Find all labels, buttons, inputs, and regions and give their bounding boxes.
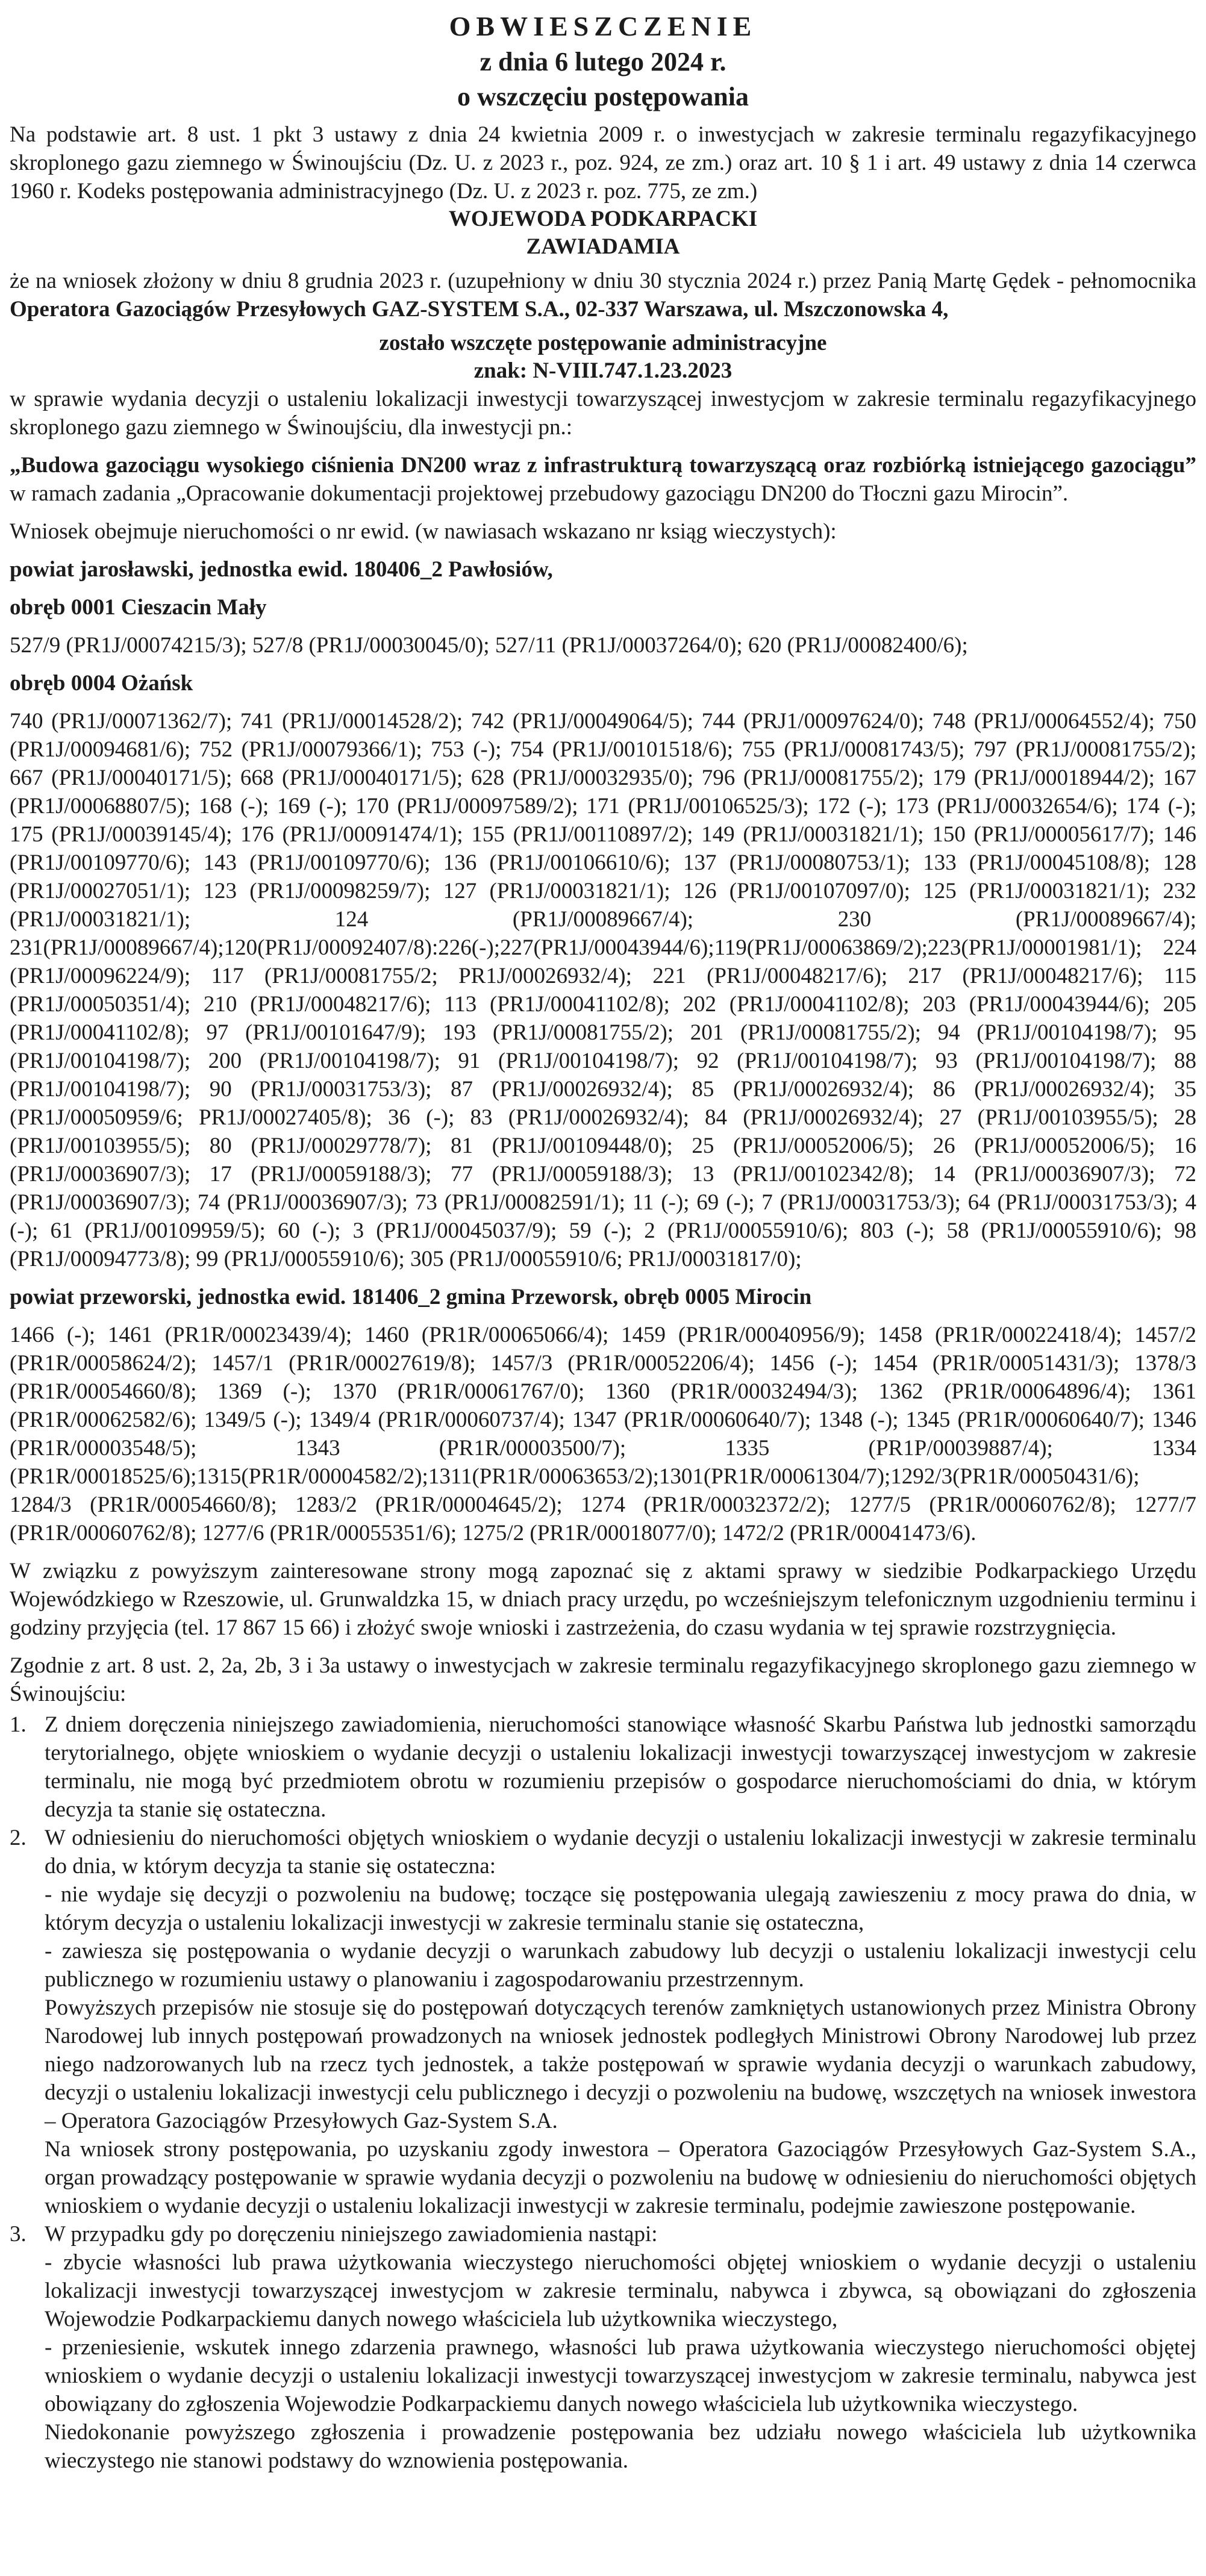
- provision-item: [10, 1711, 1196, 1824]
- announcement-verb: ZAWIADAMIA: [526, 234, 680, 259]
- provision-number: 2.: [10, 1826, 27, 1850]
- investment-paragraph: [10, 451, 1196, 508]
- case-subject-paragraph: w sprawie wydania decyzji o ustaleniu lokalizacji inwestycji towarzyszącej inwestycjom w zakresie terminalu regazyfikacyjnego skroplonego gazu ziemnego w Świnoujściu, dla inwestycji pn.:: [10, 387, 1196, 440]
- precinct2-heading: obręb 0004 Ożańsk: [10, 671, 193, 696]
- provision-line: Niedokonanie powyższego zgłoszenia i prowadzenie postępowania bez udziału nowego właściciela lub użytkownika wieczystego nie stanowi podstawy do wznowienia postępowania.: [45, 2420, 1196, 2473]
- document-title: OBWIESZCZENIE: [449, 11, 757, 42]
- provision-line: - nie wydaje się decyzji o pozwoleniu na budowę; toczące się postępowania ulegają zawieszeniu z mocy prawa do dnia, w którym decyzja o ustaleniu lokalizacji inwestycji w zakresie terminalu stanie się ostateczna,: [45, 1882, 1196, 1935]
- provision-line: - zbycie własności lub prawa użytkowania wieczystego nieruchomości objętej wnioskiem o wydanie decyzji o ustaleniu lokalizacji inwestycji towarzyszącej inwestycjom w zakresie terminalu, nabywca i zbywca, są obowiązani do zgłoszenia Wojewodzie Podkarpackiemu danych nowego właściciela lub użytkownika wieczystego,: [45, 2250, 1196, 2331]
- document-date: z dnia 6 lutego 2024 r.: [480, 47, 726, 76]
- case-reference: znak: N-VIII.747.1.23.2023: [473, 358, 733, 383]
- precinct1-parcels: 527/9 (PR1J/00074215/3); 527/8 (PR1J/00030045/0); 527/11 (PR1J/00037264/0); 620 (PR1J/00082400/6);: [10, 633, 968, 658]
- provision-item: [10, 1824, 1196, 2220]
- county2-parcels: 1466 (-); 1461 (PR1R/00023439/4); 1460 (PR1R/00065066/4); 1459 (PR1R/00040956/9); 1458 (PR1R/00022418/4); 1457/2 (PR1R/00058624/2); 1457/1 (PR1R/00027619/8); 1457/3 (PR1R/00052206/4); 1456 (-); 1454 (PR1R/00051431/3); 1378/3 (PR1R/00054660/8); 1369 (-); 1370 (PR1R/00061767/0); 1360 (PR1R/00032494/3); 1362 (PR1R/00064896/4); 1361 (PR1R/00062582/6); 1349/5 (-); 1349/4 (PR1R/00060737/4); 1347 (PR1R/00060640/7); 1348 (-); 1345 (PR1R/00060640/7); 1346 (PR1R/00003548/5); 1343 (PR1R/00003500/7); 1335 (PR1P/00039887/4); 1334 (PR1R/00018525/6);1315(PR1R/00004582/2);1311(PR1R/00063653/2);1301(PR1R/00061304/7);1292/3(PR1R/00050431/6); 1284/3 (PR1R/00054660/8); 1283/2 (PR1R/00004645/2); 1274 (PR1R/00032372/2); 1277/5 (PR1R/00060762/8); 1277/7 (PR1R/00060762/8); 1277/6 (PR1R/00055351/6); 1275/2 (PR1R/00018077/0); 1472/2 (PR1R/00041473/6).: [10, 1323, 1196, 1545]
- investment-task: w ramach zadania „Opracowanie dokumentacji projektowej przebudowy gazociągu DN200 do Tłoczni gazu Mirocin”.: [10, 481, 1069, 506]
- investment-name: „Budowa gazociągu wysokiego ciśnienia DN200 wraz z infrastrukturą towarzyszącą oraz rozbiórką istniejącego gazociągu”: [10, 453, 1196, 478]
- applicant-name: Operatora Gazociągów Przesyłowych GAZ-SYSTEM S.A., 02-337 Warszawa, ul. Mszczonowska 4,: [10, 297, 949, 322]
- precinct1-heading: obręb 0001 Cieszacin Mały: [10, 595, 267, 620]
- applicant-paragraph: [10, 267, 1196, 323]
- applicant-intro: że na wniosek złożony w dniu 8 grudnia 2023 r. (uzupełniony w dniu 30 stycznia 2024 r.) przez Panią Martę Gędek - pełnomocnika: [10, 269, 1196, 293]
- provisions-intro: Zgodnie z art. 8 ust. 2, 2a, 2b, 3 i 3a ustawy o inwestycjach w zakresie terminalu regazyfikacyjnego skroplonego gazu ziemnego w Świnoujściu:: [10, 1653, 1196, 1706]
- provisions-list: [10, 1711, 1196, 2475]
- provision-item: [10, 2220, 1196, 2475]
- provision-line: W odniesieniu do nieruchomości objętych wnioskiem o wydanie decyzji o ustaleniu lokalizacji inwestycji w zakresie terminalu do dnia, w którym decyzja ta stanie się ostateczna:: [45, 1826, 1196, 1879]
- provision-line: Na wniosek strony postępowania, po uzyskaniu zgody inwestora – Operatora Gazociągów Przesyłowych Gaz-System S.A., organ prowadzący postępowanie w sprawie wydania decyzji o pozwoleniu na budowę w odniesieniu do nieruchomości objętych wnioskiem o wydanie decyzji o ustaleniu lokalizacji inwestycji w zakresie terminalu, podejmie zawieszone postępowanie.: [45, 2137, 1196, 2218]
- provision-line: - zawiesza się postępowania o wydanie decyzji o warunkach zabudowy lub decyzji o ustaleniu lokalizacji inwestycji celu publicznego w rozumieniu ustawy o planowaniu i zagospodarowaniu przestrzennym.: [45, 1939, 1196, 1992]
- legal-basis-paragraph: Na podstawie art. 8 ust. 1 pkt 3 ustawy z dnia 24 kwietnia 2009 r. o inwestycjach w zakresie terminalu regazyfikacyjnego skroplonego gazu ziemnego w Świnoujściu (Dz. U. z 2023 r., poz. 924, ze zm.) oraz art. 10 § 1 i art. 49 ustawy z dnia 14 czerwca 1960 r. Kodeks postępowania administracyjnego (Dz. U. z 2023 r. poz. 775, ze zm.): [10, 122, 1196, 204]
- county2-heading: powiat przeworski, jednostka ewid. 181406_2 gmina Przeworsk, obręb 0005 Mirocin: [10, 1285, 812, 1309]
- provision-line: - przeniesienie, wskutek innego zdarzenia prawnego, własności lub prawa użytkowania wieczystego nieruchomości objętej wnioskiem o wydanie decyzji o ustaleniu lokalizacji inwestycji towarzyszącej inwestycjom w zakresie terminalu, nabywca jest obowiązany do zgłoszenia Wojewodzie Podkarpackiemu danych nowego właściciela lub użytkownika wieczystego.: [45, 2335, 1196, 2416]
- county1-heading: powiat jarosławski, jednostka ewid. 180406_2 Pawłosiów,: [10, 557, 553, 582]
- provision-body: [45, 1711, 1196, 1824]
- provision-body: [45, 2220, 1196, 2475]
- proceeding-started: zostało wszczęte postępowanie administracyjne: [379, 331, 827, 355]
- provision-number: 3.: [10, 2222, 27, 2247]
- document-subject: o wszczęciu postępowania: [457, 82, 749, 111]
- provision-body: [45, 1824, 1196, 2220]
- precinct2-parcels: 740 (PR1J/00071362/7); 741 (PR1J/00014528/2); 742 (PR1J/00049064/5); 744 (PRJ1/00097624/0); 748 (PR1J/00064552/4); 750 (PR1J/00094681/6); 752 (PR1J/00079366/1); 753 (-); 754 (PR1J/00101518/6); 755 (PR1J/00081743/5); 797 (PR1J/00081755/2); 667 (PR1J/00040171/5); 668 (PR1J/00040171/5); 628 (PR1J/00032935/0); 796 (PR1J/00081755/2); 179 (PR1J/00018944/2); 167 (PR1J/00068807/5); 168 (-); 169 (-); 170 (PR1J/00097589/2); 171 (PR1J/00106525/3); 172 (-); 173 (PR1J/00032654/6); 174 (-); 175 (PR1J/00039145/4); 176 (PR1J/00091474/1); 155 (PR1J/00110897/2); 149 (PR1J/00031821/1); 150 (PR1J/00005617/7); 146 (PR1J/00109770/6); 143 (PR1J/00109770/6); 136 (PR1J/00106610/6); 137 (PR1J/00080753/1); 133 (PR1J/00045108/8); 128 (PR1J/00027051/1); 123 (PR1J/00098259/7); 127 (PR1J/00031821/1); 126 (PR1J/00107097/0); 125 (PR1J/00031821/1); 232 (PR1J/00031821/1); 124 (PR1J/00089667/4); 230 (PR1J/00089667/4); 231(PR1J/00089667/4);120(PR1J/00092407/8):226(-);227(PR1J/00043944/6);119(PR1J/00063869/2);223(PR1J/00001981/1); 224 (PR1J/00096224/9); 117 (PR1J/00081755/2; PR1J/00026932/4); 221 (PR1J/00048217/6); 217 (PR1J/00048217/6); 115 (PR1J/00050351/4); 210 (PR1J/00048217/6); 113 (PR1J/00041102/8); 202 (PR1J/00041102/8); 203 (PR1J/00043944/6); 205 (PR1J/00041102/8); 97 (PR1J/00101647/9); 193 (PR1J/00081755/2); 201 (PR1J/00081755/2); 94 (PR1J/00104198/7); 95 (PR1J/00104198/7); 200 (PR1J/00104198/7); 91 (PR1J/00104198/7); 92 (PR1J/00104198/7); 93 (PR1J/00104198/7); 88 (PR1J/00104198/7); 90 (PR1J/00031753/3); 87 (PR1J/00026932/4); 85 (PR1J/00026932/4); 86 (PR1J/00026932/4); 35 (PR1J/00050959/6; PR1J/00027405/8); 36 (-); 83 (PR1J/00026932/4); 84 (PR1J/00026932/4); 27 (PR1J/00103955/5); 28 (PR1J/00103955/5); 80 (PR1J/00029778/7); 81 (PR1J/00109448/0); 25 (PR1J/00052006/5); 26 (PR1J/00052006/5); 16 (PR1J/00036907/3); 17 (PR1J/00059188/3); 77 (PR1J/00059188/3); 13 (PR1J/00102342/8); 14 (PR1J/00036907/3); 72 (PR1J/00036907/3); 74 (PR1J/00036907/3); 73 (PR1J/00082591/1); 11 (-); 69 (-); 7 (PR1J/00031753/3); 64 (PR1J/00031753/3); 4 (-); 61 (PR1J/00109959/5); 60 (-); 3 (PR1J/00045037/9); 59 (-); 2 (PR1J/00055910/6); 803 (-); 58 (PR1J/00055910/6); 98 (PR1J/00094773/8); 99 (PR1J/00055910/6); 305 (PR1J/00055910/6; PR1J/00031817/0);: [10, 709, 1196, 1271]
- info-paragraph: W związku z powyższym zainteresowane strony mogą zapoznać się z aktami sprawy w siedzibie Podkarpackiego Urzędu Wojewódzkiego w Rzeszowie, ul. Grunwaldzka 15, w dniach pracy urzędu, po wcześniejszym telefonicznym uzgodnieniu terminu i godziny przyjęcia (tel. 17 867 15 66) i złożyć swoje wnioski i zastrzeżenia, do czasu wydania w tej sprawie rozstrzygnięcia.: [10, 1559, 1196, 1640]
- provision-line: Powyższych przepisów nie stosuje się do postępowań dotyczących terenów zamkniętych ustanowionych przez Ministra Obrony Narodowej lub innych postępowań prowadzonych na wniosek jednostek podległych Ministrowi Obrony Narodowej lub przez niego nadzorowanych lub na rzecz tych jednostek, a także postępowań w sprawie wydania decyzji o warunkach zabudowy, decyzji o ustaleniu lokalizacji inwestycji celu publicznego i decyzji o pozwoleniu na budowę, wszczętych na wniosek inwestora – Operatora Gazociągów Przesyłowych Gaz-System S.A.: [45, 1995, 1196, 2133]
- parcels-intro: Wniosek obejmuje nieruchomości o nr ewid. (w nawiasach wskazano nr ksiąg wieczystych):: [10, 519, 837, 544]
- provision-line: W przypadku gdy po doręczeniu niniejszego zawiadomienia nastąpi:: [45, 2222, 658, 2247]
- provision-line: Z dniem doręczenia niniejszego zawiadomienia, nieruchomości stanowiące własność Skarbu Państwa lub jednostki samorządu terytorialnego, objęte wnioskiem o wydanie decyzji o ustaleniu lokalizacji inwestycji towarzyszącej inwestycjom w zakresie terminalu, nie mogą być przedmiotem obrotu w rozumieniu przepisów o gospodarce nieruchomościami do dnia, w którym decyzja ta stanie się ostateczna.: [45, 1712, 1196, 1822]
- provision-number: 1.: [10, 1712, 27, 1737]
- authority-name: WOJEWODA PODKARPACKI: [448, 207, 758, 231]
